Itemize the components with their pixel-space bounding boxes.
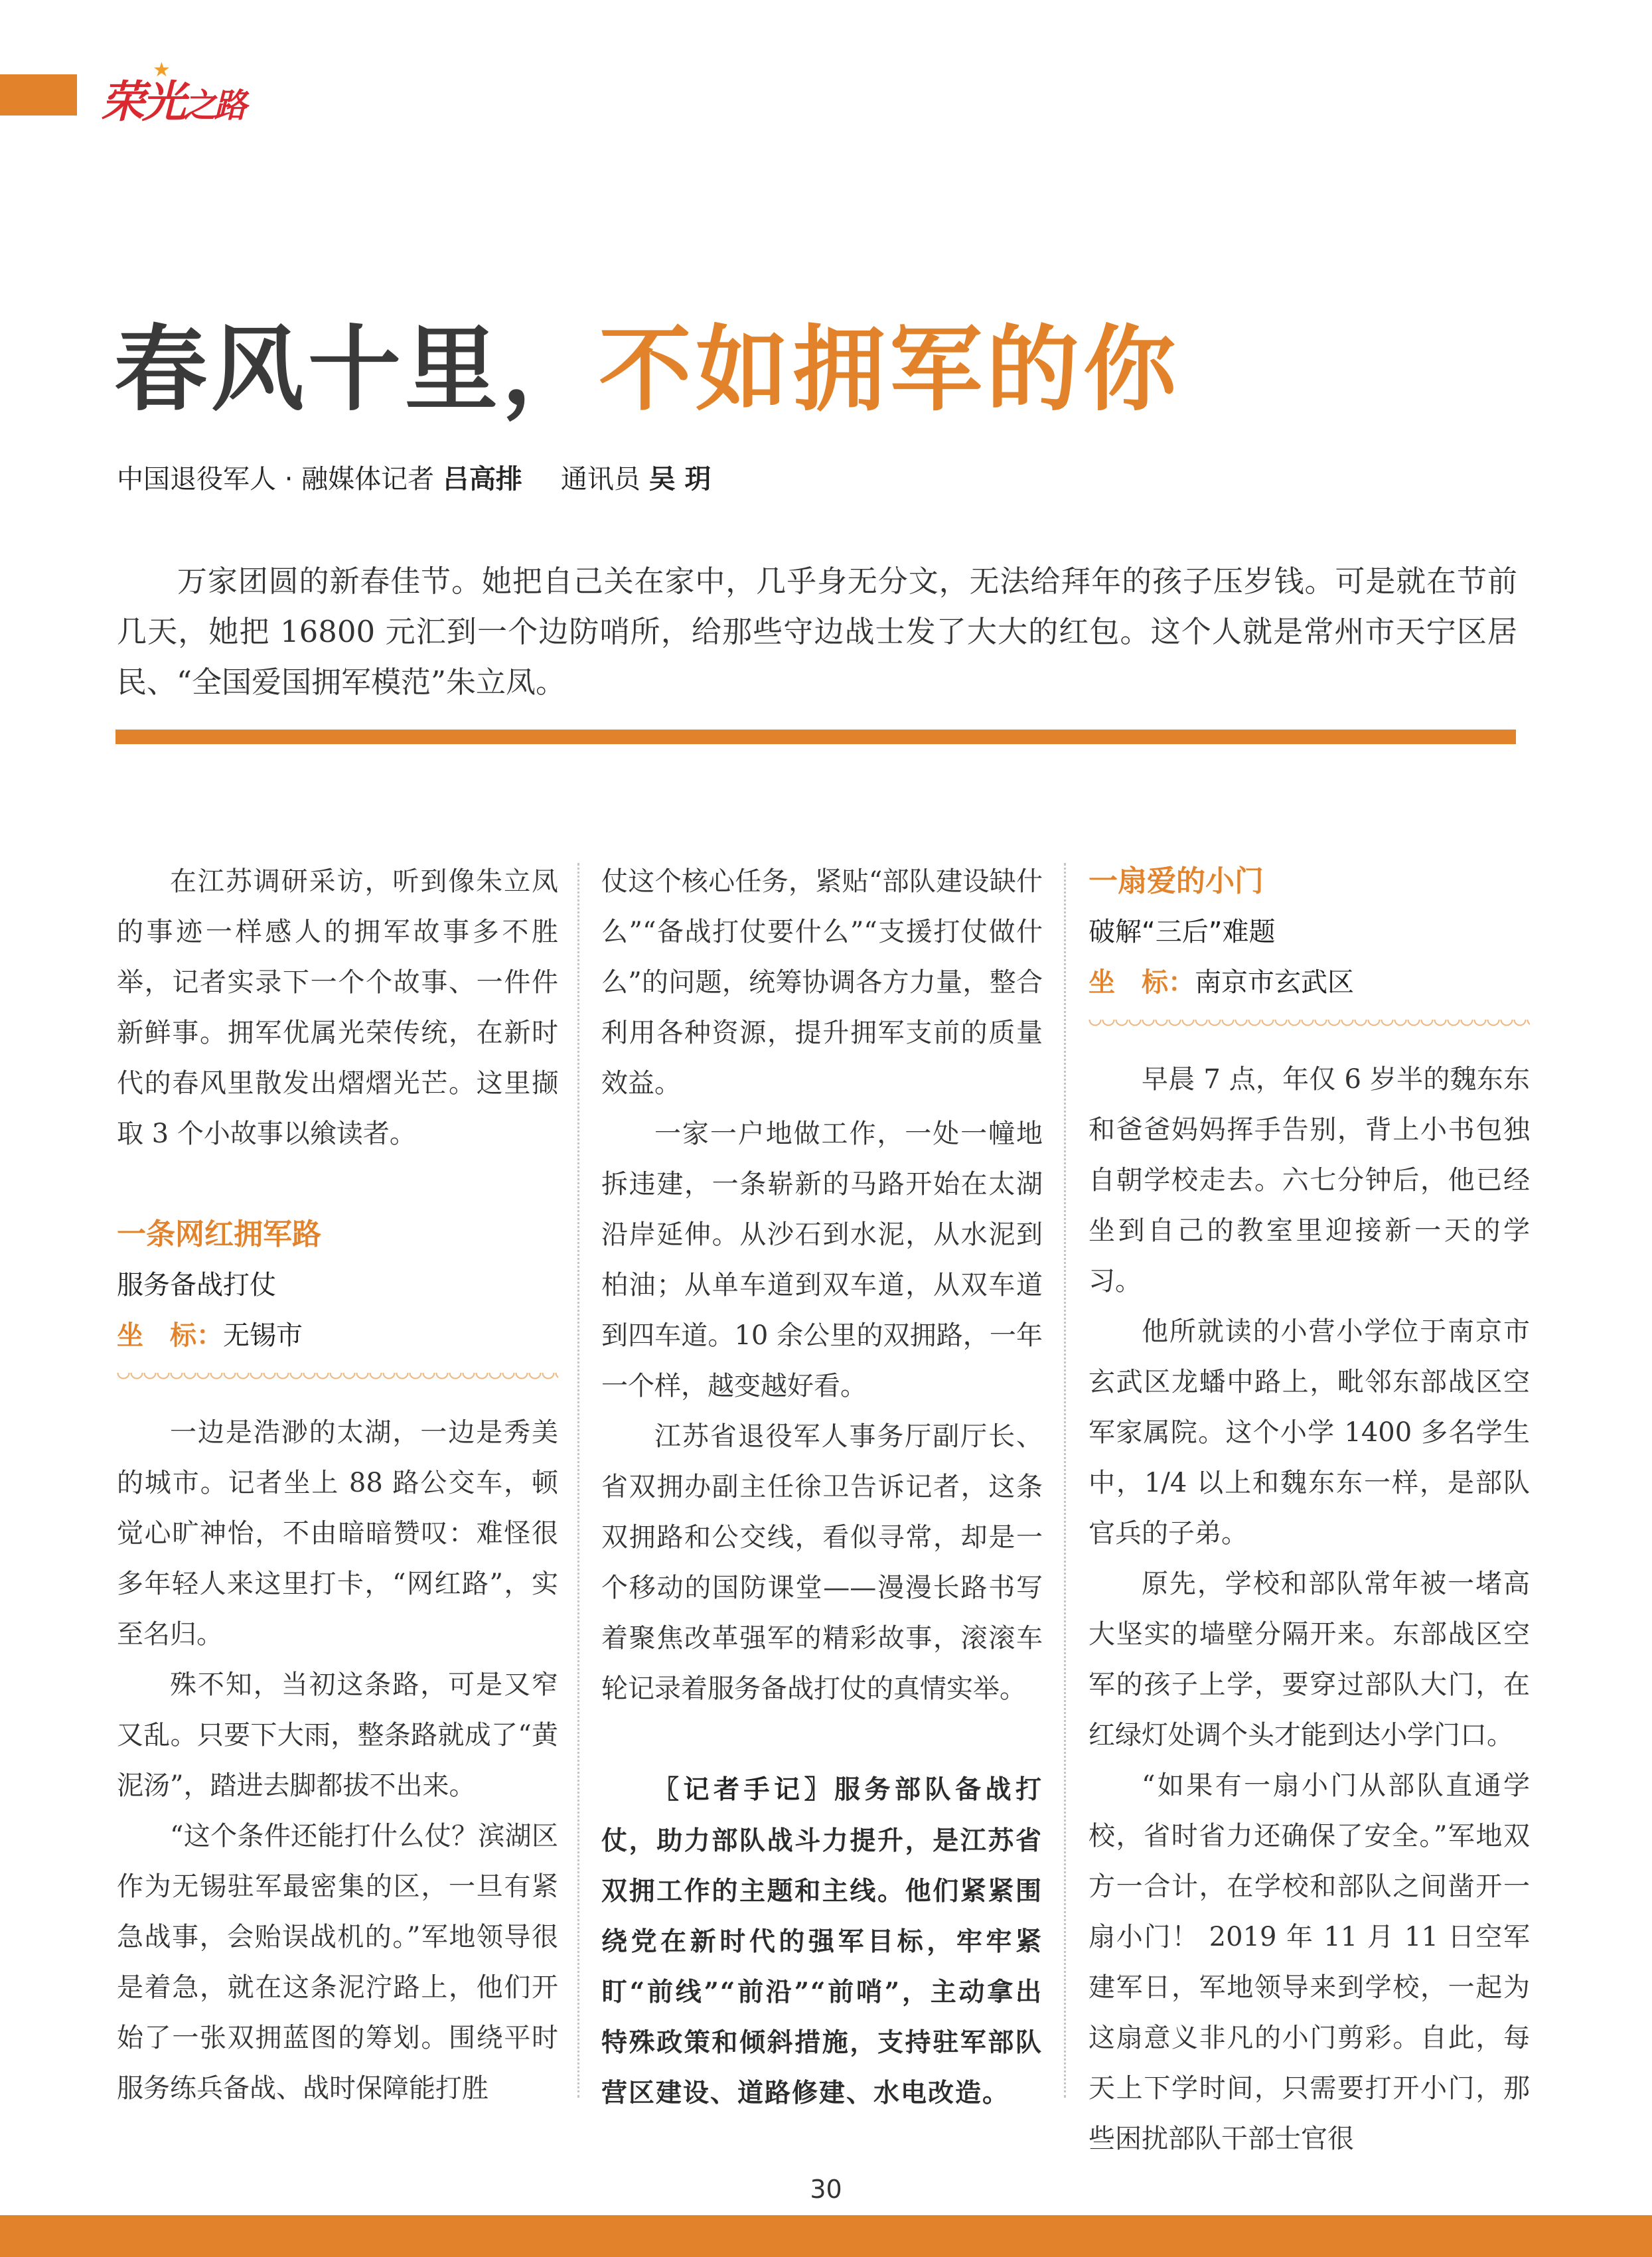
body-paragraph: 仗这个核心任务，紧贴“部队建设缺什么”“备战打仗要什么”“支援打仗做什么”的问题，统筹协调各方力量，整合利用各种资源，提升拥军支前的质量效益。 [601, 866, 1043, 1099]
title-part-2: 不如拥军的你 [599, 316, 1181, 424]
article-title [114, 316, 1181, 424]
title-part-1: 春风十里， [114, 316, 599, 424]
body-paragraph: 原先，学校和部队常年被一堵高大坚实的墙壁分隔开来。东部战区空军的孩子上学，要穿过部队大门，在红绿灯处调个头才能到达小学门口。 [1089, 1569, 1530, 1751]
reporter-note [601, 1764, 1043, 2118]
intro-paragraph: 在江苏调研采访，听到像朱立凤的事迹一样感人的拥军故事多不胜举，记者实录下一个个故事、一件件新鲜事。拥军优属光荣传统，在新时代的春风里散发出熠熠光芒。这里撷取 3 个小故事以飨读者。 [117, 866, 558, 1149]
wavy-divider [1089, 1020, 1530, 1032]
section-coordinate [1089, 957, 1530, 1008]
magazine-logo [101, 58, 244, 129]
column-divider [577, 863, 579, 2098]
column-3 [1089, 856, 1530, 2164]
wavy-divider [117, 1373, 558, 1385]
body-paragraph: 他所就读的小营小学位于南京市玄武区龙蟠中路上，毗邻东部战区空军家属院。这个小学 1400 多名学生中，1/4 以上和魏东东一样，是部队官兵的子弟。 [1089, 1316, 1530, 1549]
column-1 [117, 856, 558, 2114]
byline [117, 458, 712, 496]
byline-reporter: 吕高排 [442, 464, 522, 495]
reporter-note-tag: 〖记者手记〗 [653, 1775, 834, 1805]
coordinate-label: 坐 标： [117, 1320, 223, 1351]
lead-paragraph: 万家团圆的新春佳节。她把自己关在家中，几乎身无分文，无法给拜年的孩子压岁钱。可是就在节前几天，她把 16800 元汇到一个边防哨所，给那些守边战士发了大大的红包。这个人就是常州市天宁区居民、“全国爱国拥军模范”朱立凤。 [117, 564, 1517, 700]
column-2 [601, 856, 1043, 2118]
column-divider [1064, 863, 1066, 2098]
section-subtitle: 破解“三后”难题 [1089, 917, 1276, 947]
body-paragraph: 殊不知，当初这条路，可是又窄又乱。只要下大雨，整条路就成了“黄泥汤”，踏进去脚都拔不出来。 [117, 1670, 558, 1801]
coordinate-label: 坐 标： [1089, 967, 1195, 998]
coordinate-value: 无锡市 [223, 1320, 303, 1351]
footer-accent-bar [0, 2215, 1652, 2257]
body-paragraph: 一边是浩渺的太湖，一边是秀美的城市。记者坐上 88 路公交车，顿觉心旷神怡，不由暗暗赞叹：难怪很多年轻人来这里打卡，“网红路”，实至名归。 [117, 1417, 558, 1650]
byline-corr-label: 通讯员 [560, 464, 649, 495]
section-title: 一扇爱的小门 [1089, 864, 1264, 898]
body-paragraph: 早晨 7 点，年仅 6 岁半的魏东东和爸爸妈妈挥手告别，背上小书包独自朝学校走去。六七分钟后，他已经坐到自己的教室里迎接新一天的学习。 [1089, 1064, 1530, 1296]
header-accent-bar [0, 74, 77, 116]
coordinate-value: 南京市玄武区 [1195, 967, 1354, 998]
page-number: 30 [810, 2175, 842, 2204]
byline-correspondent: 吴 玥 [648, 464, 712, 495]
reporter-note-text: 服务部队备战打仗，助力部队战斗力提升，是江苏省双拥工作的主题和主线。他们紧紧围绕党在新时代的强军目标，牢牢紧盯“前线”“前沿”“前哨”，主动拿出特殊政策和倾斜措施，支持驻军部队营区建设、道路修建、水电改造。 [601, 1774, 1043, 2108]
byline-org: 中国退役军人 · 融媒体记者 [117, 464, 443, 495]
star-icon: ★ [153, 58, 168, 82]
body-paragraph: “如果有一扇小门从部队直通学校，省时省力还确保了安全。”军地双方一合计，在学校和部队之间凿开一扇小门！ 2019 年 11 月 11 日空军建军日，军地领导来到学校，一起为这扇意义非凡的小门剪彩。自此，每天上下学时间，只需要打开小门，那些困扰部队干部士官很 [1089, 1770, 1530, 2154]
logo-text-suffix: 之路 [183, 86, 244, 125]
section-subtitle: 服务备战打仗 [117, 1270, 276, 1300]
body-paragraph: 一家一户地做工作，一处一幢地拆违建，一条崭新的马路开始在太湖沿岸延伸。从沙石到水泥，从水泥到柏油；从单车道到双车道，从双车道到四车道。10 余公里的双拥路，一年一个样，越变越好看。 [601, 1119, 1043, 1401]
logo-text-main: 荣光 [101, 76, 183, 127]
section-title: 一条网红拥军路 [117, 1217, 321, 1251]
body-paragraph: 江苏省退役军人事务厅副厅长、省双拥办副主任徐卫告诉记者，这条双拥路和公交线，看似寻常，却是一个移动的国防课堂——漫漫长路书写着聚焦改革强军的精彩故事，滚滚车轮记录着服务备战打仗的真情实举。 [601, 1421, 1043, 1704]
body-paragraph: “这个条件还能打什么仗？滨湖区作为无锡驻军最密集的区，一旦有紧急战事，会贻误战机的。”军地领导很是着急，就在这条泥泞路上，他们开始了一张双拥蓝图的筹划。围绕平时服务练兵备战、战时保障能打胜 [117, 1821, 558, 2104]
section-coordinate [117, 1310, 558, 1361]
lead-divider-bar [115, 730, 1516, 744]
